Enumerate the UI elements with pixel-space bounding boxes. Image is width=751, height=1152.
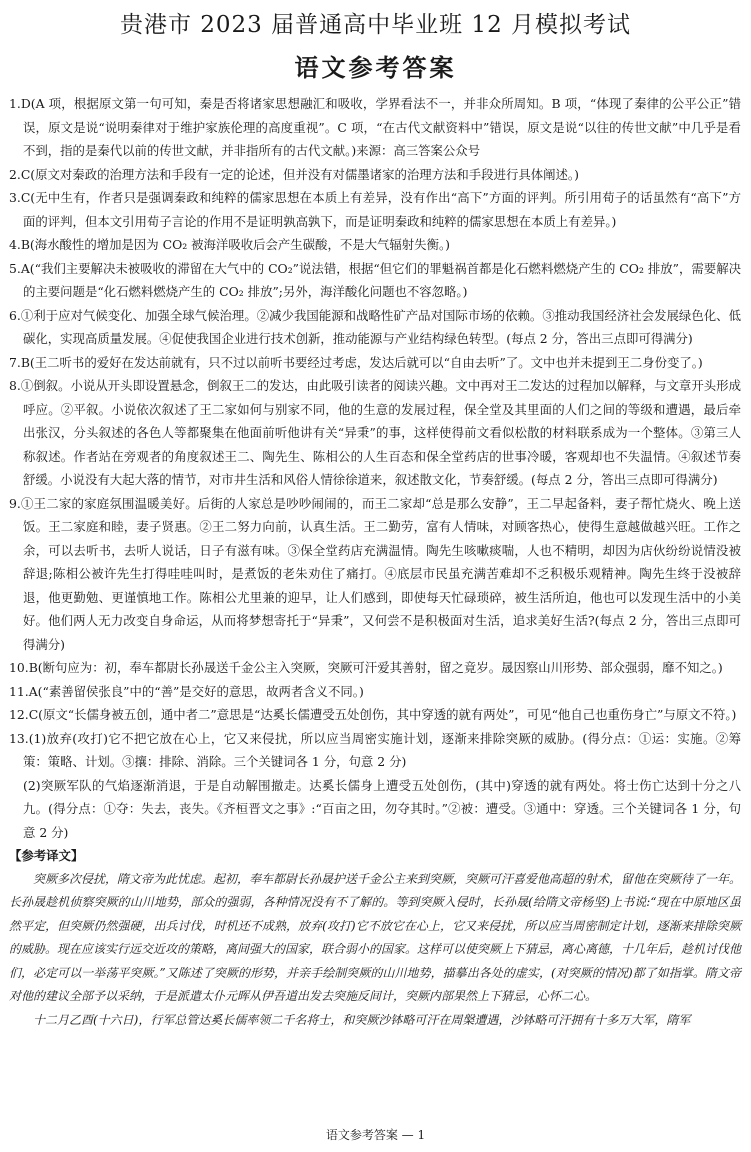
answer-item: 4.B(海水酸性的增加是因为 CO₂ 被海洋吸收后会产生碳酸，不是大气辐射失衡。) [9, 237, 450, 252]
answer-item: 5.A(“我们主要解决未被吸收的滞留在大气中的 CO₂”说法错，根据“但它们的罪魁祸首都是化石燃料燃烧产生的 CO₂ 排放”，需要解决的主要问题是“化石燃料燃烧产生的 CO₂ 排放”;另外，海洋酸化问题也不容忽略。) [9, 260, 741, 299]
translation-paragraph: 十二月乙酉(十六日)，行军总管达奚长儒率领二千名将士，和突厥沙钵略可汗在周槃遭遇，沙钵略可汗拥有十多万大军，隋军 [33, 1012, 691, 1027]
reference-translation-heading: 【参考译文】 [9, 848, 84, 863]
answer-item: 7.B(王二听书的爱好在发达前就有，只不过以前听书要经过考虑，发达后就可以“自由去听”了。文中也并未提到王二身份变了。) [9, 354, 703, 370]
answer-body [9, 92, 741, 1032]
answer-item: 1.D(A 项，根据原文第一句可知，秦是否将诸家思想融汇和吸收，学界看法不一，并非众所周知。B 项，“体现了秦律的公平公正”错误，原文是说“说明秦律对于维护家族伦理的高度重视”。C 项，“在古代文献资料中”错误，原文是说“以往的传世文献”中几乎是看不到，指的是秦代以前的传世文献，并非指所有的古代文献。)来源：高三答案公众号 [9, 96, 741, 158]
translation-paragraph: 突厥多次侵扰，隋文帝为此忧虑。起初，奉车都尉长孙晟护送千金公主来到突厥，突厥可汗喜爱他高超的射术，留他在突厥待了一年。长孙晟趁机侦察突厥的山川地势，部众的强弱，各种情况没有不了解的。等到突厥入侵时，长孙晟(给隋文帝杨坚)上书说:“现在中原地区虽然平定，但突厥仍然强硬，出兵讨伐，时机还不成熟，放弃(攻打)它不放它在心上，它又来侵扰，所以应当周密制定计划，逐渐来排除突厥的威胁。现在应该实行远交近攻的策略，离间强大的国家，联合弱小的国家。这样可以使突厥上下猜忌，离心离德，十几年后，趁机讨伐他们，必定可以一举荡平突厥。”又陈述了突厥的形势，并亲手绘制突厥的山川地势，描摹出各处的虚实，(对突厥的情况)都了如指掌。隋文帝对他的建议全部予以采纳，于是派遣太仆元晖从伊吾道出发去突施反间计，突厥内部果然上下猜忌，心怀二心。 [9, 871, 742, 1003]
answer-item: 9.①王二家的家庭氛围温暖美好。后街的人家总是吵吵闹闹的，而王二家却“总是那么安静”，王二早起备料，妻子帮忙烧火、晚上送饭。王二家庭和睦，妻子贤惠。②王二努力向前，认真生活。王二勤劳，富有人情味，对顾客热心，使得生意越做越兴旺。工作之余，可以去听书，去听人说话，日子有滋有味。③保全堂药店充满温情。陶先生咳嗽痰喘，人也不精明，却因为店伙纷纷说情没被辞退;陈相公被许先生打得哇哇叫时，是煮饭的老朱劝住了痛打。④底层市民虽充满苦难却不乏积极乐观精神。陶先生终于没被辞退，他更勤勉、更谨慎地工作。陈相公尤里兼的迎早，让人们感到，即使每天忙碌琐碎，被生活所迫，他也可以发现生活中的小美好。他们两人无力改变自身命运，从而将梦想寄托于“异秉”，又何尝不是积极面对生活，追求美好生活?(每点 2 分，答出三点即可得满分) [9, 495, 741, 652]
answer-item: 11.A(“素善留侯张良”中的“善”是交好的意思，故两者含义不同。) [9, 683, 364, 699]
answer-item: 3.C(无中生有，作者只是强调秦政和纯粹的儒家思想在本质上有差异，没有作出“高下”方面的评判。所引用荀子的话虽然有“高下”方面的评判，但本文引用荀子言论的作用不是证明孰高孰下，而是证明秦政和纯粹的儒家思想在本质上有差异。) [9, 190, 741, 229]
answer-item: 12.C(原文“长儒身被五创，通中者二”意思是“达奚长儒遭受五处创伤，其中穿透的就有两处”，可见“他自己也重伤身亡”与原文不符。) [9, 707, 737, 722]
answer-item: 2.C(原文对秦政的治理方法和手段有一定的论述，但并没有对儒墨诸家的治理方法和手段进行具体阐述。) [9, 166, 579, 182]
answer-item: 13.(1)放弃(攻打)它不把它放在心上，它又来侵扰，所以应当周密实施计划，逐渐来排除突厥的威胁。(得分点：①运：实施。②筹策：策略、计划。③攘：排除、消除。三个关键词各 1 分，句意 2 分) [9, 730, 741, 769]
exam-title: 贵港市 2023 届普通高中毕业班 12 月模拟考试 [119, 12, 632, 38]
answer-item: 8.①倒叙。小说从开头即设置悬念，倒叙王二的发达，由此吸引读者的阅读兴趣。文中再对王二发达的过程加以解释，与文章开头形成呼应。②平叙。小说依次叙述了王二家如何与别家不同，他的生意的发展过程，保全堂及其里面的人们之间的等级和遭遇，最后牵出张汉，分头叙述的各色人等都聚集在他面前听他讲有关“异秉”的事，这样使得前文看似松散的材料联系成为一个整体。③第三人称叙述。作者站在旁观者的角度叙述王二、陶先生、陈相公的人生百态和保全堂药店的世事冷暖，客观却也不失温情。④叙述节奏舒缓。小说没有大起大落的情节，对市井生活和风俗人情徐徐道来，叙述散文化，节奏舒缓。(每点 2 分，答出三点即可得满分) [9, 378, 741, 487]
page-footer: 语文参考答案 — 1 [325, 1128, 426, 1142]
answer-item: 6.①利于应对气候变化、加强全球气候治理。②减少我国能源和战略性矿产品对国际市场的依赖。③推动我国经济社会发展绿色化、低碳化，实现高质量发展。④促使我国企业进行技术创新，推动能源与产业结构绿色转型。(每点 2 分，答出三点即可得满分) [9, 307, 741, 346]
document-subtitle: 语文参考答案 [294, 53, 457, 82]
answer-item: 10.B(断句应为：初，奉车都尉长孙晟送千金公主入突厥，突厥可汗爱其善射，留之竟岁。晟因察山川形势、部众强弱，靡不知之。) [9, 660, 723, 675]
answer-13-part-2: (2)突厥军队的气焰逐渐消退，于是自动解围撤走。达奚长儒身上遭受五处创伤，(其中)穿透的就有两处。将士伤亡达到十分之八九。(得分点：①夺：失去，丧失。《齐桓晋文之事》:“百亩之田，勿夺其时。”②被：遭受。③通中：穿透。三个关键词各 1 分，句意 2 分) [23, 777, 741, 840]
